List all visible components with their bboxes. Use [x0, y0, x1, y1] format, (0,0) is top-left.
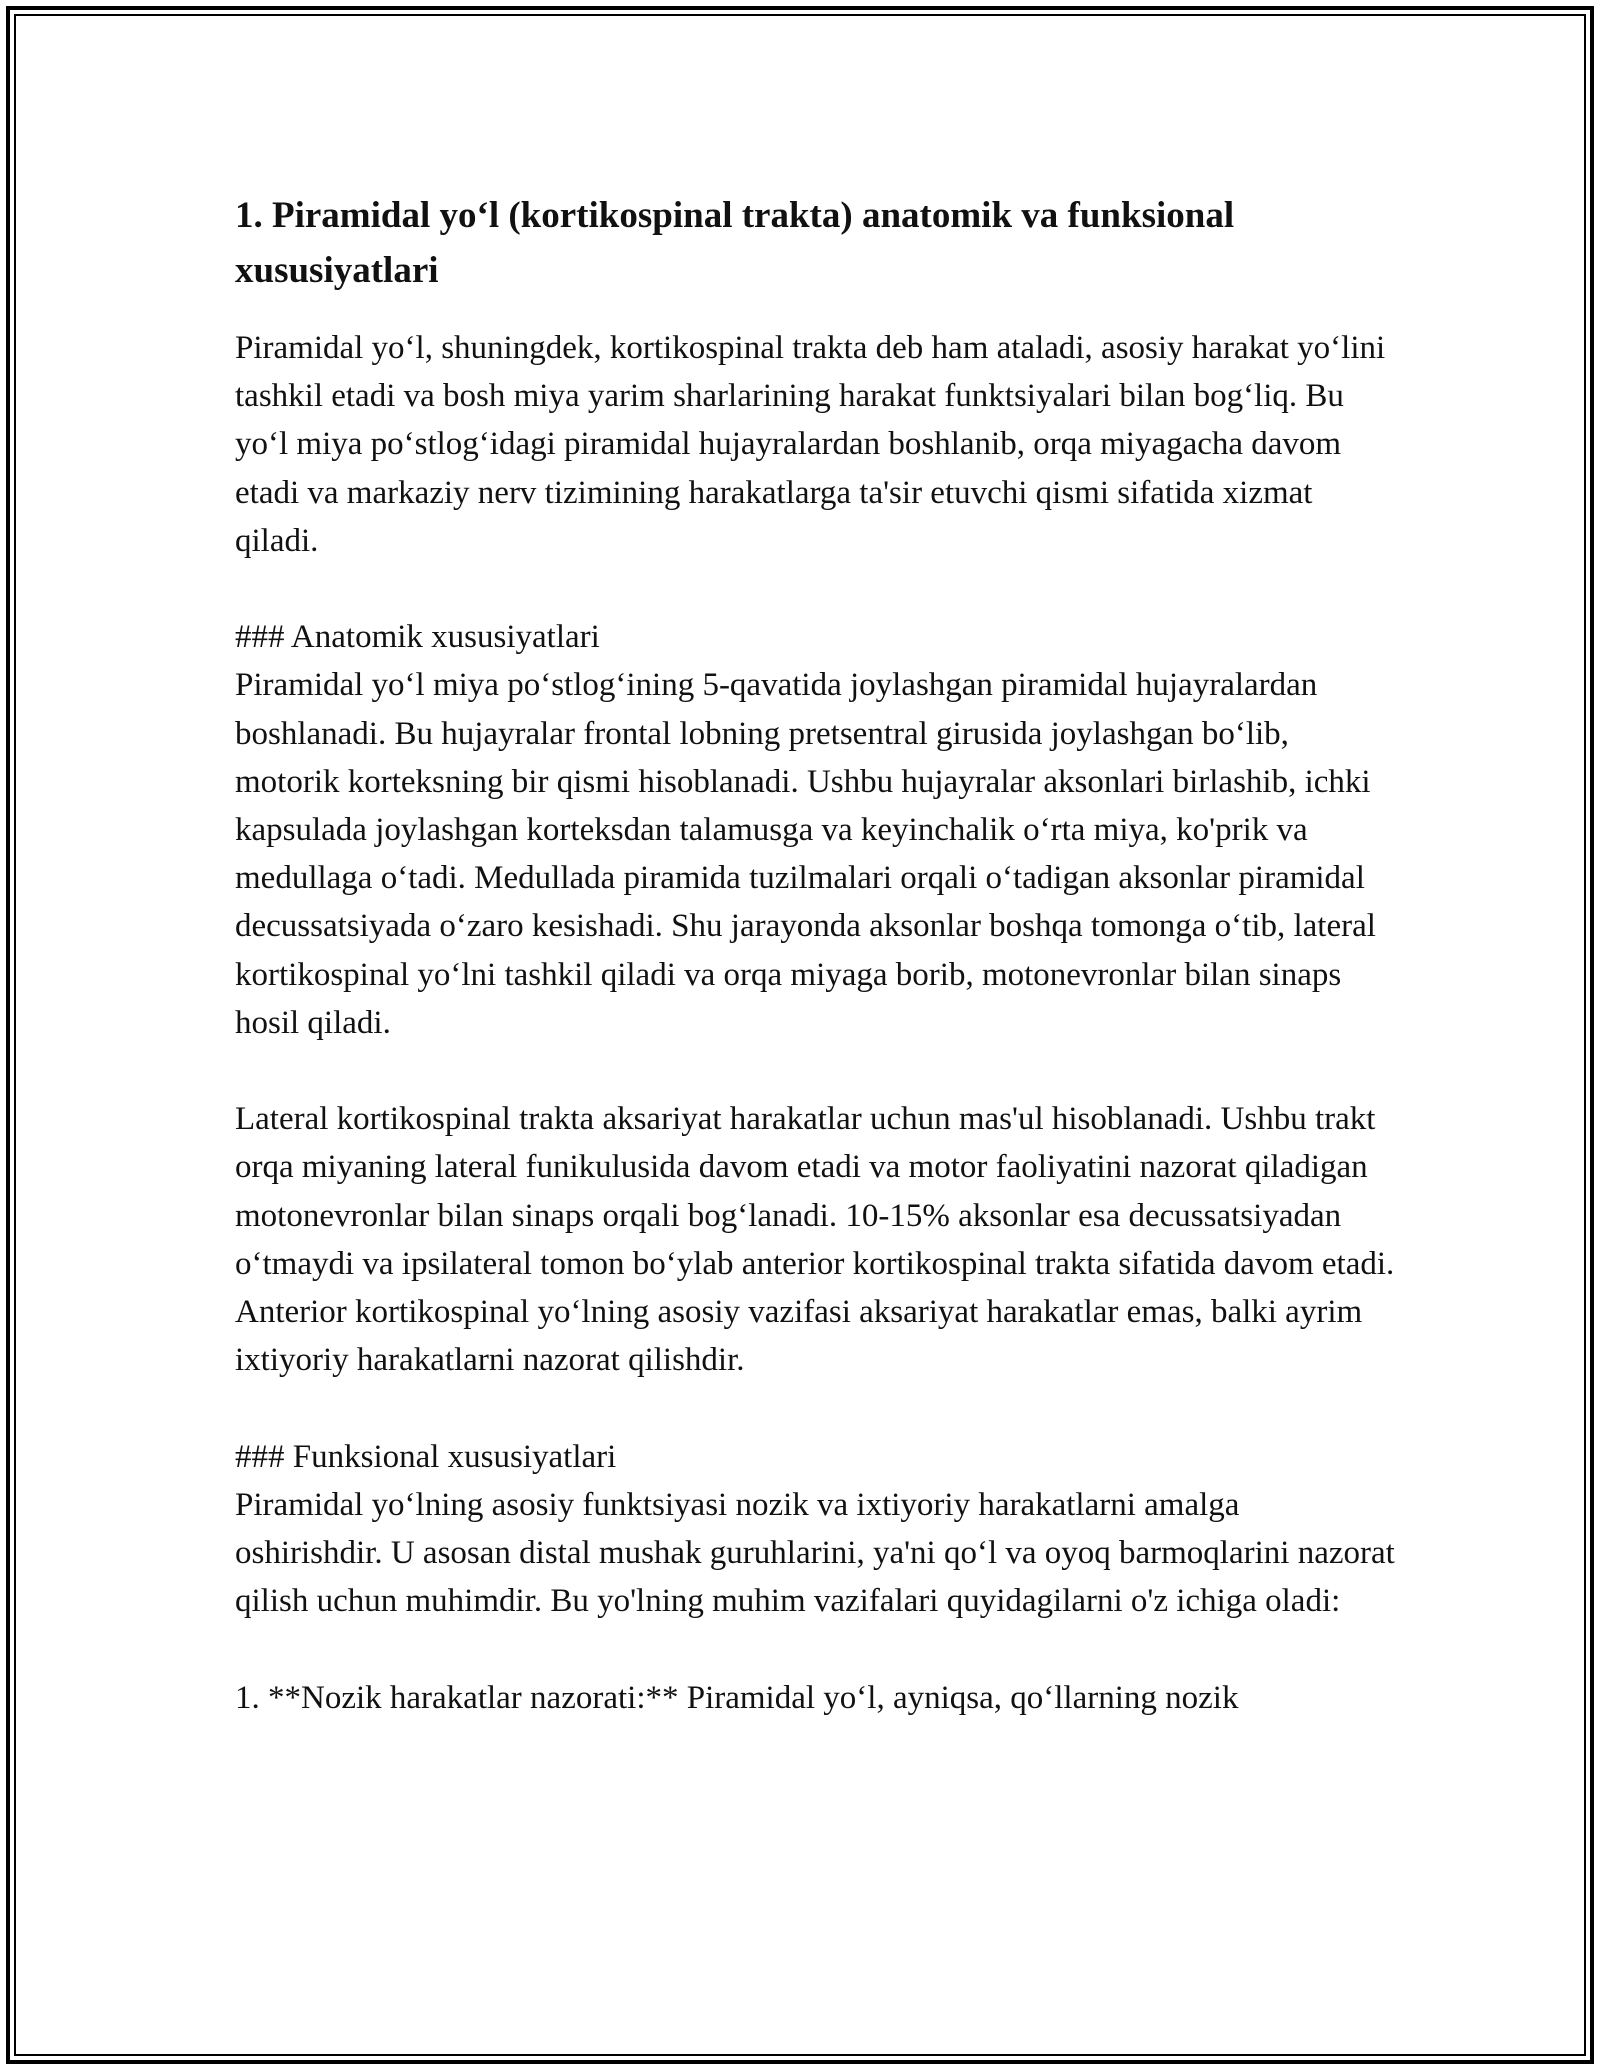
anatomic-heading: ### Anatomik xususiyatlari [235, 619, 600, 656]
paragraph-spacer [235, 565, 1395, 613]
intro-paragraph: Piramidal yo‘l, shuningdek, kortikospinal trakta deb ham ataladi, asosiy harakat yo‘lini tashkil etadi va bosh miya yarim sharlarining harakat funktsiyalari bilan bog‘liq. Bu yo‘l miya po‘stlog‘idagi piramidal hujayralardan boshlanib, orqa miyagacha davom etadi va markaziy nerv tizimining harakatlarga ta'sir etuvchi qismi sifatida xizmat qiladi. [235, 330, 1394, 559]
paragraph-spacer [235, 1625, 1395, 1673]
anatomic-paragraph-1: Piramidal yo‘l miya po‘stlog‘ining 5-qavatida joylashgan piramidal hujayralardan boshlanadi. Bu hujayralar frontal lobning pretsentral girusida joylashgan bo‘lib, motorik korteksning bir qismi hisoblanadi. Ushbu hujayralar aksonlari birlashib, ichki kapsulada joylashgan korteksdan talamusga va keyinchalik o‘rta miya, ko'prik va medullaga o‘tadi. Medullada piramida tuzilmalari orqali o‘tadigan aksonlar piramidal decussatsiyada o‘zaro kesishadi. Shu jarayonda aksonlar boshqa tomonga o‘tib, lateral kortikospinal yo‘lni tashkil qiladi va orqa miyaga borib, motonevronlar bilan sinaps hosil qiladi. [235, 667, 1385, 1041]
paragraph-spacer [235, 1047, 1395, 1095]
functional-paragraph-1: Piramidal yo‘lning asosiy funktsiyasi nozik va ixtiyoriy harakatlarni amalga oshirishdir. U asosan distal mushak guruhlarini, ya'ni qo‘l va oyoq barmoqlarini nazorat qilish uchun muhimdir. Bu yo'lning muhim vazifalari quyidagilarni o'z ichiga oladi: [235, 1486, 1404, 1620]
functional-heading: ### Funksional xususiyatlari [235, 1438, 617, 1475]
anatomic-paragraph-2: Lateral kortikospinal trakta aksariyat harakatlar uchun mas'ul hisoblanadi. Ushbu trakt orqa miyaning lateral funikulusida davom etadi va motor faoliyatini nazorat qiladigan motonevronlar bilan sinaps orqali bog‘lanadi. 10-15% aksonlar esa decussatsiyadan o‘tmaydi va ipsilateral tomon bo‘ylab anterior kortikospinal trakta sifatida davom etadi. Anterior kortikospinal yo‘lning asosiy vazifasi aksariyat harakatlar emas, balki ayrim ixtiyoriy harakatlarni nazorat qilishdir. [235, 1101, 1401, 1379]
paragraph-spacer [235, 1384, 1395, 1432]
functional-list-item-1: 1. **Nozik harakatlar nazorati:** Piramidal yo‘l, ayniqsa, qo‘llarning nozik [235, 1679, 1239, 1716]
document-title: 1. Piramidal yo‘l (kortikospinal trakta) anatomik va funksional xususiyatlari [235, 195, 1235, 291]
document-body [235, 188, 1404, 1722]
